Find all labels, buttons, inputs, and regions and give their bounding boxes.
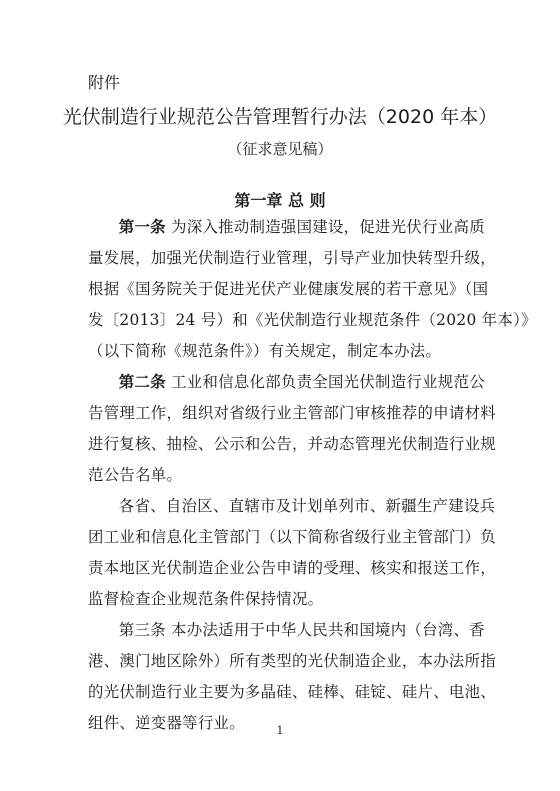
paragraph-line: 根据《国务院关于促进光伏产业健康发展的若干意见》（国: [88, 280, 489, 298]
page-number: 1: [276, 724, 284, 737]
paragraph-line: 量发展，加强光伏制造行业管理，引导产业加快转型升级，: [88, 249, 496, 267]
chapter-heading: 第一章 总 则: [234, 191, 326, 210]
article-2-paragraph: [88, 367, 496, 491]
paragraph-line: 告管理工作，组织对省级行业主管部门审核推荐的申请材料: [88, 404, 496, 422]
paragraph-line: 为深入推动制造强国建设，促进光伏行业高质: [165, 218, 485, 236]
paragraph-line: 责本地区光伏制造企业公告申请的受理、核实和报送工作，: [88, 559, 496, 577]
paragraph-line: 港、澳门地区除外）所有类型的光伏制造企业，本办法所指: [88, 652, 496, 670]
article-3-paragraph: [88, 615, 496, 739]
paragraph-line: 进行复核、抽检、公示和公告，并动态管理光伏制造行业规: [88, 435, 496, 453]
paragraph-line: （以下简称《规范条件》）有关规定，制定本办法。: [88, 342, 442, 360]
document-title: 光伏制造行业规范公告管理暂行办法（2020 年本）: [62, 106, 498, 128]
paragraph-line: 的光伏制造行业主要为多晶硅、硅棒、硅锭、硅片、电池、: [88, 683, 496, 701]
attachment-label: 附件: [88, 73, 121, 92]
article-2-lead: 第二条: [118, 373, 166, 391]
article-1-lead: 第一条: [118, 218, 166, 236]
document-body: [88, 212, 537, 739]
paragraph-line: 各省、自治区、直辖市及计划单列市、新疆生产建设兵: [118, 497, 496, 515]
paragraph-line: 监督检查企业规范条件保持情况。: [88, 590, 324, 608]
paragraph-line: 工业和信息化部负责全国光伏制造行业规范公: [165, 373, 485, 391]
paragraph-line: 团工业和信息化主管部门（以下简称省级行业主管部门）负: [88, 528, 496, 546]
paragraph-line: 发〔2013〕24 号）和《光伏制造行业规范条件（2020 年本）》: [88, 311, 537, 329]
paragraph-line: 范公告名单。: [88, 466, 183, 484]
article-1-paragraph: [88, 212, 537, 367]
paragraph-line: 组件、逆变器等行业。: [88, 714, 245, 732]
paragraph-line: 第三条 本办法适用于中华人民共和国境内（台湾、香: [118, 621, 485, 639]
document-subtitle: （征求意见稿）: [227, 140, 333, 158]
article-2-continuation-paragraph: [88, 491, 496, 615]
